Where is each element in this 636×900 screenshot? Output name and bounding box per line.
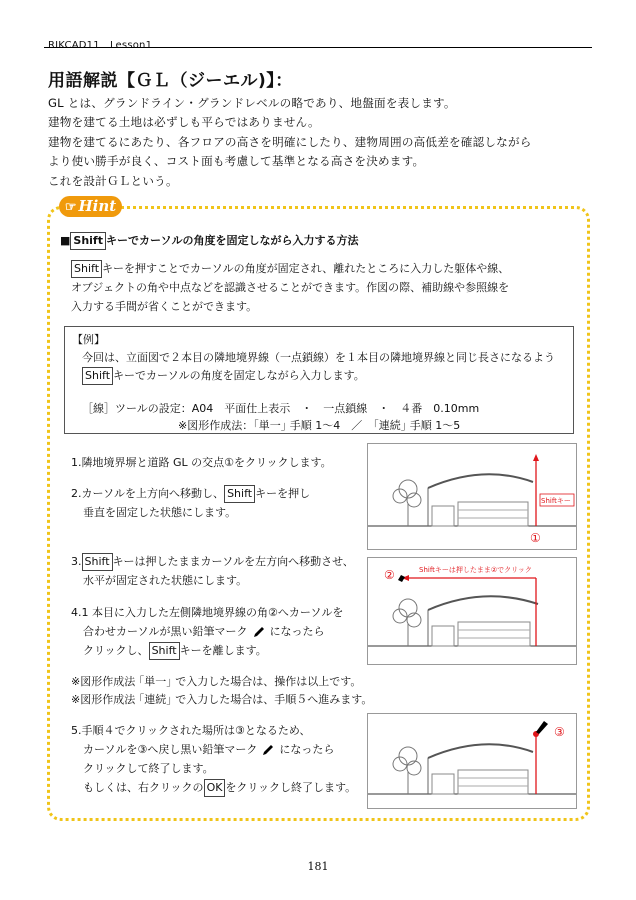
- fig2-label: Shiftキーは押したまま②でクリック: [419, 566, 532, 574]
- fig3-marker: ③: [554, 725, 565, 739]
- fig2-marker: ②: [384, 568, 395, 582]
- elevation-figure-3: [367, 713, 577, 809]
- example-line: [82, 367, 365, 385]
- step-2-cont: 垂直を固定した状態にします。: [83, 506, 237, 519]
- fig1-label: Shiftキー: [541, 497, 571, 505]
- step-4-cont: [83, 642, 267, 660]
- step-text: になったら: [279, 743, 335, 756]
- ok-button-label: OK: [204, 779, 226, 797]
- pencil-icon: [252, 626, 266, 638]
- step-text: をクリックし終了します。: [225, 781, 357, 794]
- step-text: カーソルを③へ戻し黒い鉛筆マーク: [83, 743, 258, 756]
- step-4: 4.1 本目に入力した左側隣地境界線の角②へカーソルを: [71, 606, 344, 619]
- intro-text: [48, 94, 532, 191]
- hint-para-line: オブジェクトの角や中点などを認識させることができます。作図の際、補助線や参照線を: [71, 281, 510, 294]
- fig1-marker: ①: [530, 531, 541, 545]
- example-line: ※図形作成法：｢単一｣ 手順 1～4 ／ ｢連続｣ 手順 1～5: [178, 419, 461, 432]
- hint-heading: [60, 232, 359, 250]
- step-text: になったら: [269, 625, 325, 638]
- running-header: RIKCAD11 Lesson1: [48, 40, 153, 51]
- elevation-figure-2: [367, 557, 577, 665]
- shift-key-label: Shift: [71, 260, 102, 278]
- step-5-cont: [83, 741, 334, 757]
- elevation-drawing: [368, 444, 576, 549]
- shift-key-label: Shift: [149, 642, 180, 660]
- hint-badge: [59, 196, 122, 217]
- step-2: [71, 485, 310, 503]
- elevation-drawing: [368, 714, 576, 808]
- note-single: ※図形作成法 ｢単一｣ で入力した場合は、操作は以上です。: [71, 675, 362, 688]
- pencil-icon: [398, 575, 405, 582]
- hint-para-line: 入力する手間が省くことができます。: [71, 300, 258, 313]
- step-text: クリックし、: [83, 644, 149, 657]
- example-text: キーでカーソルの角度を固定しながら入力します。: [113, 369, 365, 382]
- intro-line: 建物を建てるにあたり、各フロアの高さを明確にしたり、建物周囲の高低差を確認しながら: [48, 134, 532, 149]
- elevation-figure-1: [367, 443, 577, 550]
- step-text: 合わせカーソルが黒い鉛筆マーク: [83, 625, 248, 638]
- intro-line: 建物を建てる土地は必ずしも平らではありません。: [48, 115, 320, 130]
- note-continuous: ※図形作成法 ｢連続｣ で入力した場合は、手順５へ進みます。: [71, 693, 373, 706]
- example-line: 今回は、立面図で２本目の隣地境界線（一点鎖線）を１本目の隣地境界線と同じ長さになるよう: [82, 351, 555, 364]
- intro-line: これを設計ＧＬという。: [48, 173, 178, 188]
- heading-bullet: ■: [60, 234, 71, 247]
- pencil-icon: [536, 721, 548, 734]
- step-text: 3.: [71, 555, 82, 568]
- step-3-cont: 水平が固定された状態にします。: [83, 574, 248, 587]
- shift-key-label: Shift: [224, 485, 255, 503]
- step-text: キーを押し: [255, 487, 311, 500]
- elevation-drawing: [368, 558, 576, 664]
- step-5-cont: [83, 779, 356, 797]
- step-text: キーは押したままカーソルを左方向へ移動させ、: [112, 555, 354, 568]
- example-label: 【例】: [72, 333, 105, 346]
- hint-heading-text: キーでカーソルの角度を固定しながら入力する方法: [105, 234, 359, 247]
- shift-key-label: Shift: [82, 367, 113, 385]
- shift-key-label: Shift: [82, 553, 113, 571]
- step-5-cont: クリックして終了します。: [83, 762, 214, 775]
- example-line: ［線］ツールの設定：A04 平面仕上表示 ・ 一点鎖線 ・ ４番 0.10mm: [82, 402, 480, 415]
- pointing-hand-icon: ☞: [64, 200, 77, 215]
- hint-paragraph: [71, 259, 509, 316]
- page-number: 181: [307, 860, 329, 873]
- hint-badge-label: Hint: [78, 197, 117, 215]
- header-rule: [44, 47, 592, 48]
- step-text: キーを離します。: [179, 644, 267, 657]
- step-4-cont: [83, 623, 325, 639]
- pencil-icon: [261, 744, 275, 756]
- step-5: 5.手順４でクリックされた場所は③となるため、: [71, 724, 311, 737]
- intro-line: GL とは、グランドライン・グランドレベルの略であり、地盤面を表します。: [48, 96, 456, 110]
- page-title: 用語解説【ＧＬ（ジーエル)】：: [48, 71, 293, 91]
- step-text: 2.カーソルを上方向へ移動し、: [71, 487, 225, 500]
- step-3: [71, 553, 354, 571]
- shift-key-label: Shift: [70, 232, 106, 250]
- step-1: 1.隣地境界塀と道路 GL の交点①をクリックします。: [71, 456, 332, 469]
- hint-para-line: キーを押すことでカーソルの角度が固定され、離れたところに入力した躯体や線、: [102, 262, 510, 275]
- step-text: もしくは、右クリックの: [83, 781, 204, 794]
- intro-line: より使い勝手が良く、コスト面も考慮して基準となる高さを決めます。: [48, 154, 425, 169]
